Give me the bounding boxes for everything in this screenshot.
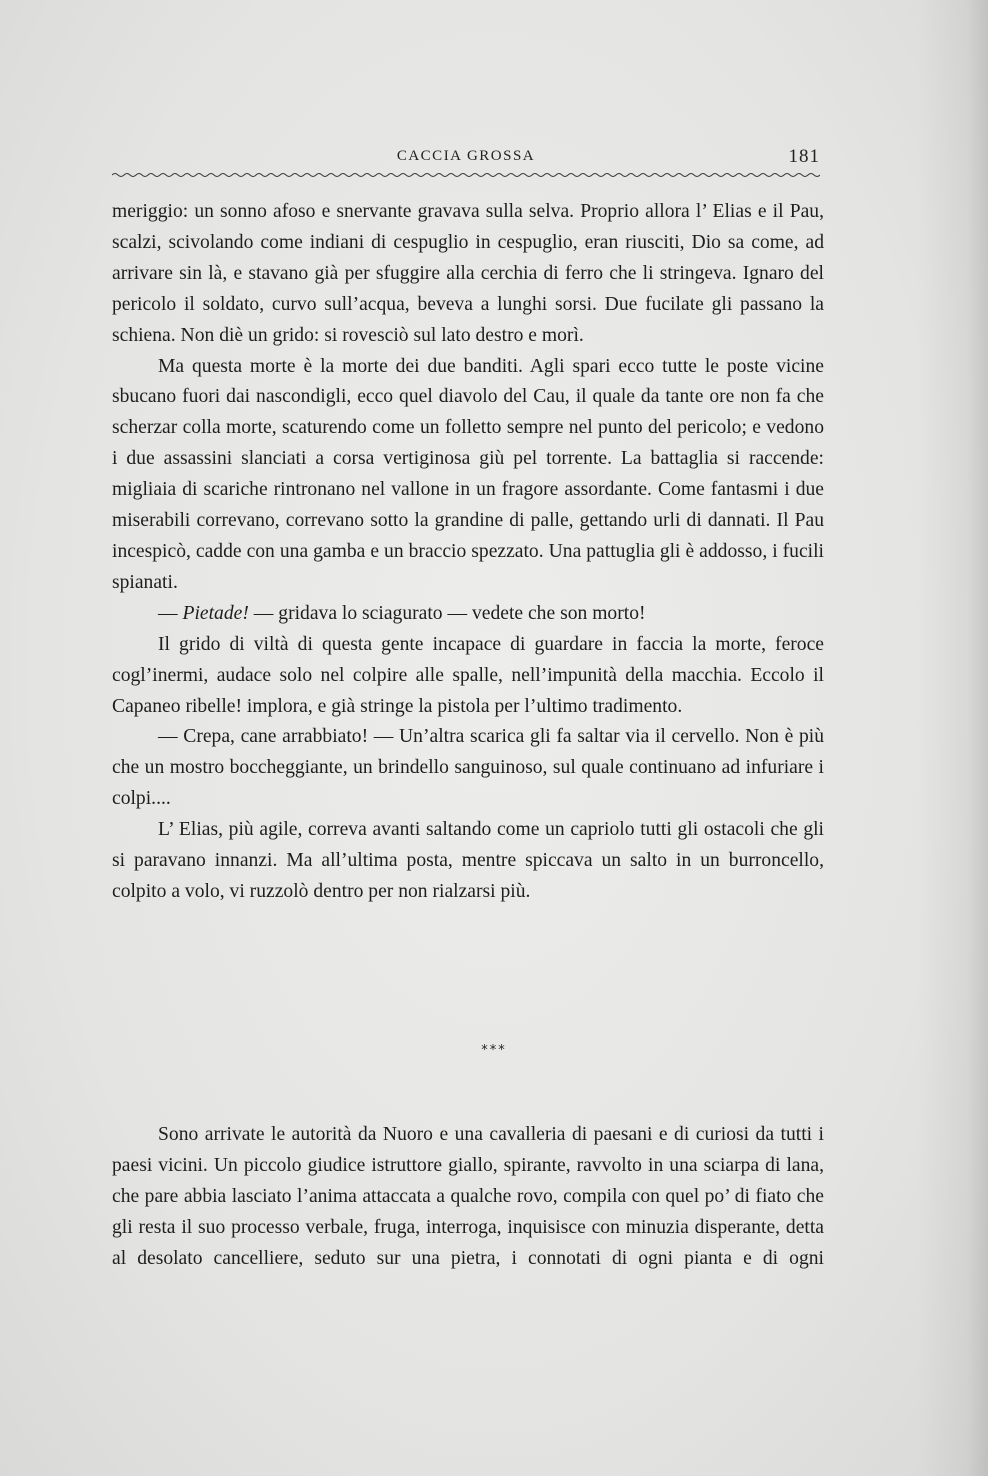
running-header (112, 146, 820, 170)
paragraph: Il grido di viltà di questa gente incapace di guardare in faccia la morte, feroce cogl’inermi, audace solo nel colpire alle spalle, nell’impunità della macchia. Eccolo il Capaneo ribelle! implora, e già stringe la pistola per l’ultimo tradimento. (112, 633, 824, 717)
second-text-section (112, 1120, 824, 1275)
paragraph: Ma questa morte è la morte dei due banditi. Agli spari ecco tutte le poste vicine sbucano fuori dai nascondigli, ecco quel diavolo del Cau, il quale da tante ore non fa che scherzar colla morte, scaturendo come un folletto sempre nel punto del pericolo; e vedono i due assassini slanciati a corsa vertiginosa giù pel torrente. La battaglia si raccende: migliaia di scariche rintronano nel vallone in un fragore assordante. Come fantasmi i due miserabili correvano, correvano sotto la grandine di palle, gettando urli di dannati. Il Pau incespicò, cadde con una gamba e un braccio spezzato. Una pattuglia gli è addosso, i fucili spianati. (112, 355, 824, 593)
header-wavy-rule (112, 172, 820, 178)
page-number: 181 (788, 146, 820, 167)
dialogue-line (112, 599, 824, 630)
main-text-section (112, 197, 824, 908)
paragraph: — Crepa, cane arrabbiato! — Un’altra scarica gli fa saltar via il cervello. Non è più che un mostro boccheggiante, un brindello sanguinoso, sul quale continuano ad infuriare i colpi.... (112, 726, 824, 810)
section-separator: *** (481, 1043, 507, 1058)
paragraph: Sono arrivate le autorità da Nuoro e una cavalleria di paesani e di curiosi da tutti i paesi vicini. Un piccolo giudice istruttore giallo, spirante, ravvolto in una sciarpa di lana, che pare abbia lasciato l’anima attaccata a qualche rovo, compila con quel po’ di fiato che gli resta il suo processo verbale, fruga, interroga, inquisisce con minuzia disperante, detta al desolato cancelliere, seduto sur una pietra, i connotati di ogni pianta e di ogni (112, 1124, 824, 1269)
italic-exclamation: Pietade! (182, 602, 249, 624)
page-edge-shadow (918, 0, 988, 1476)
paragraph-continued: meriggio: un sonno afoso e snervante gravava sulla selva. Proprio allora l’ Elias e il Pau, scalzi, scivolando come indiani di cespuglio in cespuglio, eran riusciti, Dio sa come, ad arrivare sin là, e stavano già per sfuggire alla cerchia di ferro che li stringeva. Ignaro del pericolo il soldato, curvo sull’acqua, beveva a lunghi sorsi. Due fucilate gli passano la schiena. Non diè un grido: si rovesciò sul lato destro e morì. (112, 201, 824, 346)
dash: — (158, 602, 183, 624)
paragraph: L’ Elias, più agile, correva avanti saltando come un capriolo tutti gli ostacoli che gli si paravano innanzi. Ma all’ultima posta, mentre spiccava un salto in un burroncello, colpito a volo, vi ruzzolò dentro per non rialzarsi più. (112, 819, 824, 902)
dialogue-rest: — gridava lo sciagurato — vedete che son morto! (248, 602, 646, 624)
running-title: CACCIA GROSSA (396, 148, 536, 164)
